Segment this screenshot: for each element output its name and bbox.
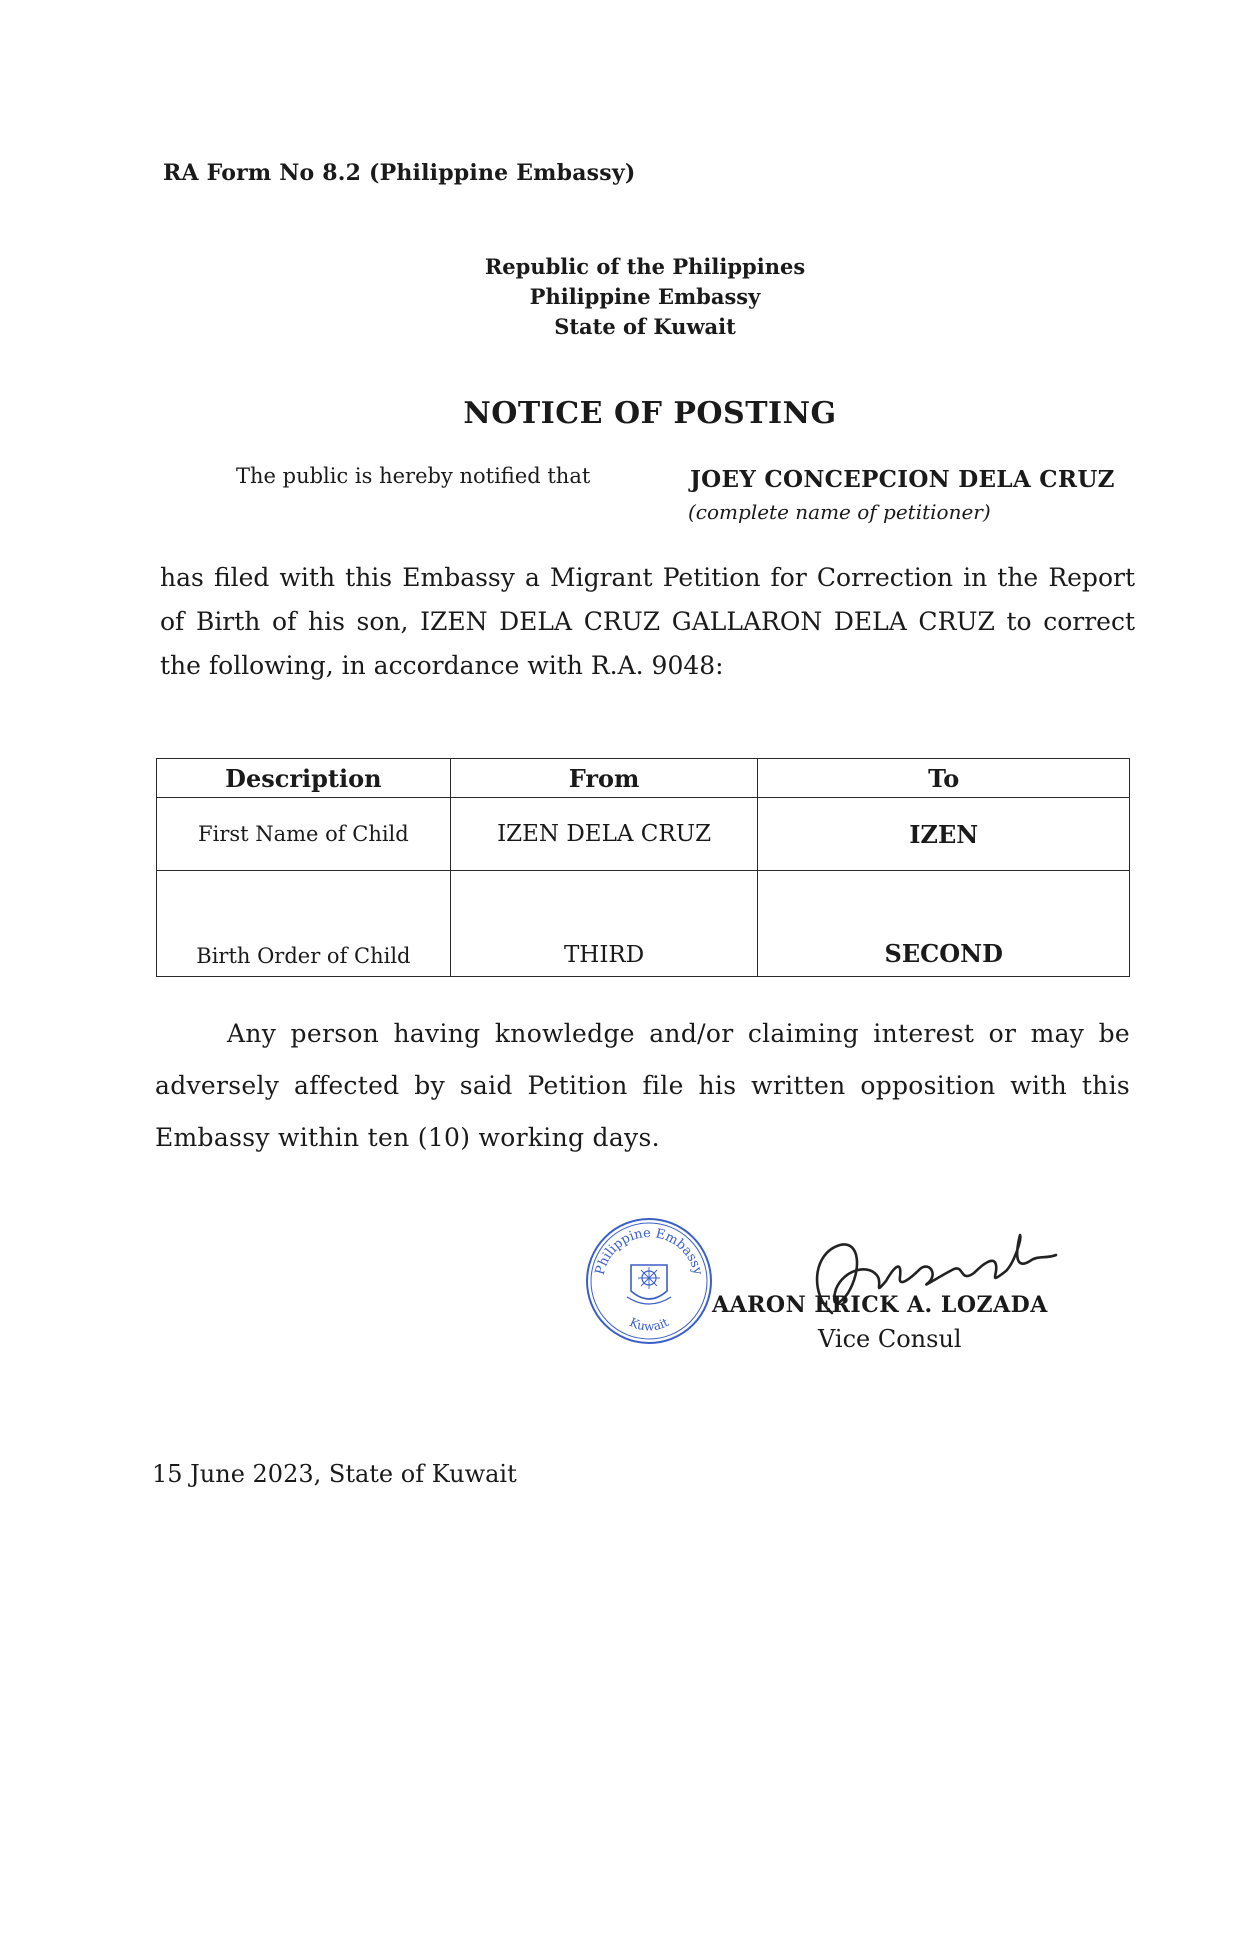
embassy-header — [420, 252, 870, 342]
petition-paragraph: has filed with this Embassy a Migrant Petition for Correction in the Report of Birth of his son, IZEN DELA CRUZ GALLARON DELA CRUZ to correct the following, in accordance with R.A. 9048: — [160, 563, 1135, 680]
signer-name: AARON ERICK A. LOZADA — [712, 1292, 1048, 1318]
notice-title: NOTICE OF POSTING — [463, 396, 837, 431]
table-row — [157, 798, 1130, 871]
description-cell: First Name of Child — [157, 798, 451, 871]
from-cell: IZEN DELA CRUZ — [450, 798, 758, 871]
seal-text-top: Philippine Embassy — [592, 1225, 706, 1277]
petitioner-caption: (complete name of petitioner) — [688, 500, 991, 524]
table-header-row — [157, 759, 1130, 798]
correction-table — [156, 758, 1130, 977]
header-line-state: State of Kuwait — [554, 314, 736, 339]
from-cell: THIRD — [450, 871, 758, 977]
header-line-republic: Republic of the Philippines — [484, 254, 806, 279]
form-number: RA Form No 8.2 (Philippine Embassy) — [163, 160, 636, 186]
column-header-from: From — [450, 759, 758, 798]
description-cell: Birth Order of Child — [157, 871, 451, 977]
column-header-to: To — [758, 759, 1130, 798]
seal-text-bottom: Kuwait — [627, 1315, 671, 1334]
opposition-paragraph: Any person having knowledge and/or claiming interest or may be adversely affected by said Petition file his written opposition with this Embassy within ten (10) working days. — [155, 1019, 1130, 1152]
to-cell: IZEN — [758, 798, 1130, 871]
signer-title: Vice Consul — [818, 1325, 962, 1353]
petitioner-name: JOEY CONCEPCION DELA CRUZ — [690, 466, 1115, 493]
embassy-seal-stamp — [583, 1215, 715, 1347]
table-row — [157, 871, 1130, 977]
to-cell: SECOND — [758, 871, 1130, 977]
header-line-embassy: Philippine Embassy — [529, 284, 761, 309]
date-place-line: 15 June 2023, State of Kuwait — [152, 1460, 517, 1488]
column-header-description: Description — [157, 759, 451, 798]
intro-text: The public is hereby notified that — [236, 464, 591, 488]
